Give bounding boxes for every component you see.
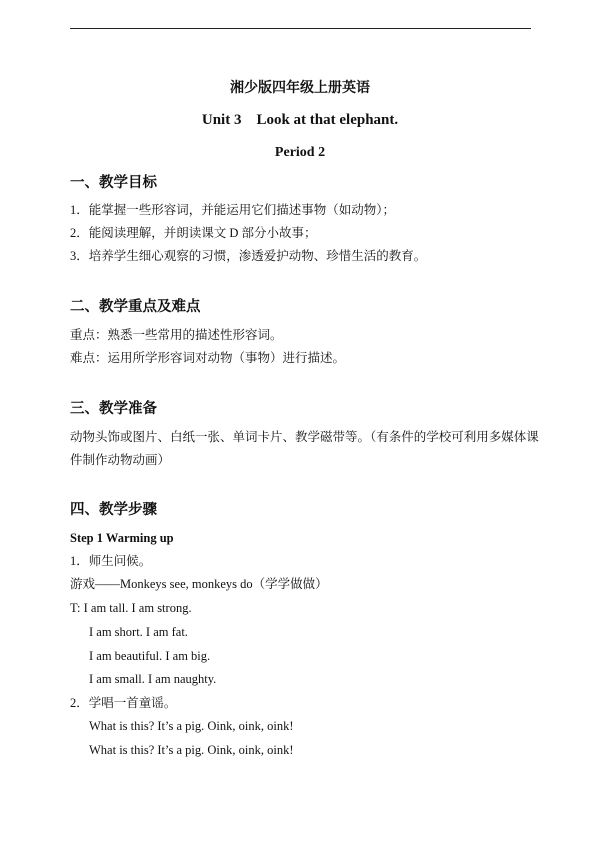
step-line: I am short. I am fat. <box>89 625 188 639</box>
preparation-line: 件制作动物动画） <box>70 453 171 467</box>
doc-series-title: 湘少版四年级上册英语 <box>230 81 370 96</box>
step-line: 1．师生问候。 <box>70 554 152 568</box>
song-line: What is this? It’s a pig. Oink, oink, oink! <box>89 743 294 757</box>
unit-title: Unit 3 Look at that elephant. <box>201 112 399 128</box>
step-line: 2．学唱一首童谣。 <box>70 696 177 710</box>
steps-heading: 四、教学步骤 <box>70 502 157 518</box>
key-point-item: 难点：运用所学形容词对动物（事物）进行描述。 <box>70 351 346 365</box>
objective-item: 2．能阅读理解，并朗读课文 D 部分小故事； <box>70 226 317 240</box>
objectives-heading: 一、教学目标 <box>70 175 157 191</box>
preparation-heading: 三、教学准备 <box>70 401 157 417</box>
step-line: I am small. I am naughty. <box>89 672 217 686</box>
key-point-item: 重点：熟悉一些常用的描述性形容词。 <box>70 328 283 342</box>
step1-title: Step 1 Warming up <box>70 531 174 545</box>
key-points-heading: 二、教学重点及难点 <box>70 299 201 315</box>
header-rule <box>70 28 531 29</box>
song-line: What is this? It’s a pig. Oink, oink, oink! <box>89 719 294 733</box>
preparation-line: 动物头饰或图片、白纸一张、单词卡片、教学磁带等。（有条件的学校可利用多媒体课 <box>70 430 539 444</box>
step-line: T: I am tall. I am strong. <box>70 601 192 615</box>
step-line: I am beautiful. I am big. <box>89 649 211 663</box>
step-line: 游戏——Monkeys see, monkeys do（学学做做） <box>70 577 328 591</box>
objective-item: 3．培养学生细心观察的习惯，渗透爱护动物、珍惜生活的教育。 <box>70 249 427 263</box>
objective-item: 1．能掌握一些形容词，并能运用它们描述事物（如动物）； <box>70 203 396 217</box>
period-title: Period 2 <box>274 145 326 160</box>
